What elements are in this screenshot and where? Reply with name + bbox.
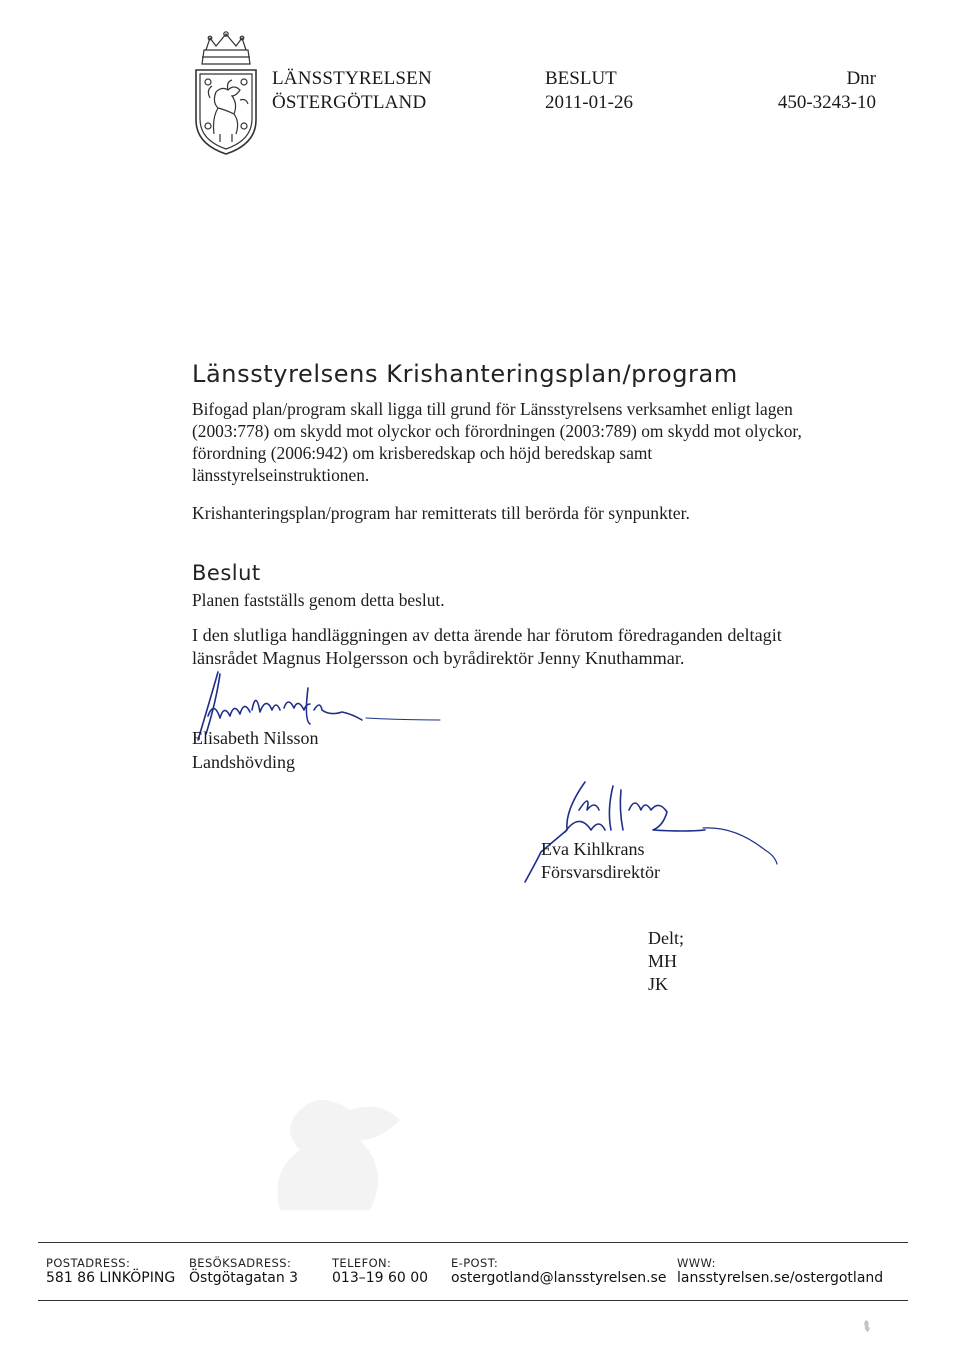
footer-top-rule <box>38 1242 908 1243</box>
dnr-value: 450-3243-10 <box>777 92 876 113</box>
footer-telefon-value: 013–19 60 00 <box>332 1270 429 1286</box>
scan-speck-icon <box>862 1318 874 1334</box>
intro-paragraph-line: länsstyrelseinstruktionen. <box>192 465 370 485</box>
signer-1-name: Elisabeth Nilsson <box>192 728 319 748</box>
watermark-griffin-icon <box>250 1080 420 1220</box>
page-title: Länsstyrelsens Krishanteringsplan/program <box>192 360 738 388</box>
footer-www-label: WWW: <box>677 1256 716 1270</box>
participants-paragraph-line: I den slutliga handläggningen av detta ärende har förutom föredraganden deltagit <box>192 625 782 645</box>
document-date: 2011-01-26 <box>545 92 633 113</box>
coat-of-arms-icon <box>188 30 264 158</box>
beslut-text: Planen fastställs genom detta beslut. <box>192 590 445 610</box>
signer-2-name: Eva Kihlkrans <box>541 839 645 859</box>
footer-besoksadress-value: Östgötagatan 3 <box>189 1270 299 1286</box>
org-name-line-1: LÄNSSTYRELSEN <box>272 68 432 89</box>
distribution-recipient: JK <box>648 974 669 994</box>
footer-postadress-label: POSTADRESS: <box>46 1256 131 1270</box>
document-type: BESLUT <box>545 68 617 89</box>
distribution-recipient: MH <box>648 951 678 971</box>
signer-1-title: Landshövding <box>192 752 295 772</box>
footer-epost-link[interactable]: ostergotland@lansstyrelsen.se <box>451 1270 667 1286</box>
footer-telefon-label: TELEFON: <box>332 1256 392 1270</box>
participants-paragraph-line: länsrådet Magnus Holgersson och byrådirektör Jenny Knuthammar. <box>192 648 685 668</box>
remiss-paragraph: Krishanteringsplan/program har remitterats till berörda för synpunkter. <box>192 503 690 523</box>
beslut-heading: Beslut <box>192 561 261 585</box>
footer-postadress-value: 581 86 LINKÖPING <box>46 1270 176 1286</box>
footer-besoksadress-label: BESÖKSADRESS: <box>189 1256 292 1270</box>
org-name-line-2: ÖSTERGÖTLAND <box>272 92 427 113</box>
intro-paragraph-line: (2003:778) om skydd mot olyckor och förordningen (2003:789) om skydd mot olyckor, <box>192 421 802 441</box>
distribution-label: Delt; <box>648 928 684 948</box>
dnr-label: Dnr <box>846 68 876 89</box>
footer-epost-label: E-POST: <box>451 1256 499 1270</box>
signer-2-title: Försvarsdirektör <box>541 862 660 882</box>
footer-bottom-rule <box>38 1300 908 1301</box>
footer-www-link[interactable]: lansstyrelsen.se/ostergotland <box>677 1270 884 1286</box>
intro-paragraph-line: Bifogad plan/program skall ligga till grund för Länsstyrelsens verksamhet enligt lagen <box>192 399 793 419</box>
intro-paragraph-line: förordning (2006:942) om krisberedskap och höjd beredskap samt <box>192 443 653 463</box>
